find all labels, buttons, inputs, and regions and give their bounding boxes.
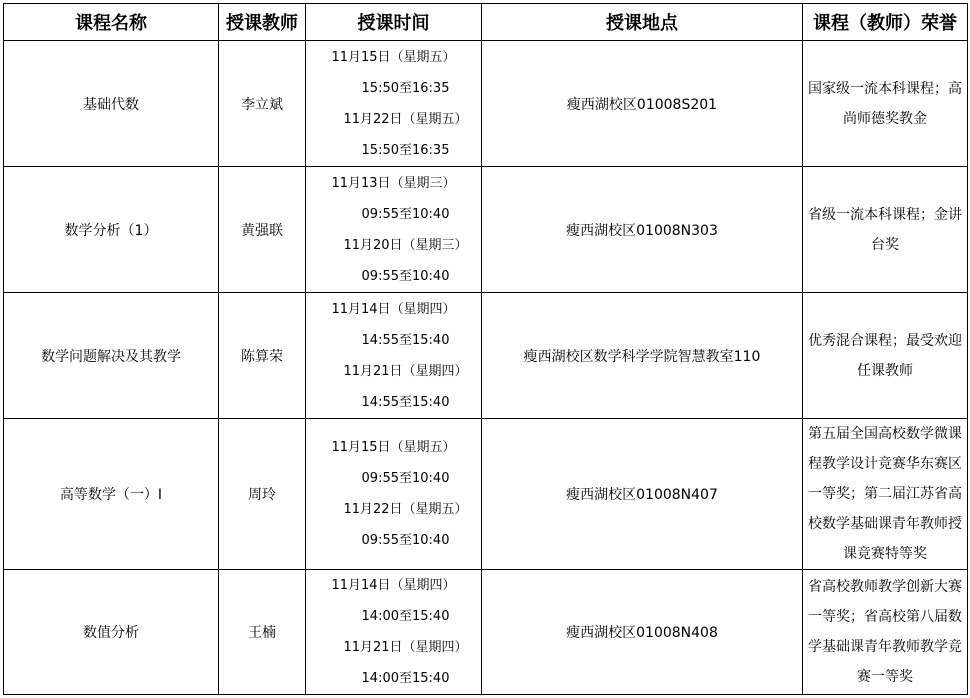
honor: 省级一流本科课程；金讲台奖 — [803, 167, 968, 293]
teacher-name: 李立斌 — [219, 41, 306, 167]
time-date: 11月15日（星期五） — [331, 440, 456, 455]
time-date: 11月21日（星期四） — [343, 363, 468, 379]
course-name: 高等数学（一）Ⅰ — [4, 419, 219, 570]
time-range: 14:00至15:40 — [361, 609, 450, 624]
teacher-name: 陈算荣 — [219, 293, 306, 419]
class-times — [306, 419, 482, 570]
time-range: 14:00至15:40 — [361, 671, 450, 686]
header-teacher: 授课教师 — [219, 4, 306, 41]
honor: 第五届全国高校数学微课程教学设计竞赛华东赛区一等奖；第二届江苏省高校数学基础课青年教师授课竞赛特等奖 — [803, 419, 968, 570]
time-range: 09:55至10:40 — [361, 533, 450, 548]
time-range: 09:55至10:40 — [361, 268, 450, 284]
time-date: 11月14日（星期四） — [331, 578, 456, 593]
class-times — [306, 41, 482, 167]
course-schedule-table — [3, 3, 968, 695]
header-location: 授课地点 — [482, 4, 803, 41]
course-name: 数值分析 — [4, 570, 219, 695]
time-range: 09:55至10:40 — [361, 471, 450, 486]
class-times — [306, 570, 482, 695]
header-row — [4, 4, 968, 41]
time-date: 11月13日（星期三） — [331, 175, 456, 191]
teacher-name: 周玲 — [219, 419, 306, 570]
header-time: 授课时间 — [306, 4, 482, 41]
teacher-name: 王楠 — [219, 570, 306, 695]
table-row — [4, 419, 968, 570]
honor: 优秀混合课程；最受欢迎任课教师 — [803, 293, 968, 419]
location: 瘦西湖校区01008S201 — [482, 41, 803, 167]
header-course-name: 课程名称 — [4, 4, 219, 41]
course-name: 数学问题解决及其教学 — [4, 293, 219, 419]
class-times — [306, 293, 482, 419]
time-range: 09:55至10:40 — [361, 206, 450, 222]
table-row — [4, 293, 968, 419]
table-row — [4, 570, 968, 695]
table-row — [4, 41, 968, 167]
time-date: 11月20日（星期三） — [343, 237, 468, 253]
time-date: 11月22日（星期五） — [343, 502, 468, 517]
honor: 省高校教师教学创新大赛一等奖；省高校第八届数学基础课青年教师教学竞赛一等奖 — [803, 570, 968, 695]
location: 瘦西湖校区数学科学学院智慧教室110 — [482, 293, 803, 419]
time-date: 11月22日（星期五） — [343, 111, 468, 127]
class-times — [306, 167, 482, 293]
time-date: 11月21日（星期四） — [343, 640, 468, 655]
location: 瘦西湖校区01008N408 — [482, 570, 803, 695]
time-range: 15:50至16:35 — [361, 80, 450, 96]
header-honor: 课程（教师）荣誉 — [803, 4, 968, 41]
time-date: 11月14日（星期四） — [331, 301, 456, 317]
time-range: 14:55至15:40 — [361, 394, 450, 410]
honor: 国家级一流本科课程；高尚师德奖教金 — [803, 41, 968, 167]
time-range: 15:50至16:35 — [361, 142, 450, 158]
location: 瘦西湖校区01008N407 — [482, 419, 803, 570]
table-row — [4, 167, 968, 293]
time-date: 11月15日（星期五） — [331, 49, 456, 65]
time-range: 14:55至15:40 — [361, 332, 450, 348]
teacher-name: 黄强联 — [219, 167, 306, 293]
course-name: 数学分析（1） — [4, 167, 219, 293]
location: 瘦西湖校区01008N303 — [482, 167, 803, 293]
course-name: 基础代数 — [4, 41, 219, 167]
